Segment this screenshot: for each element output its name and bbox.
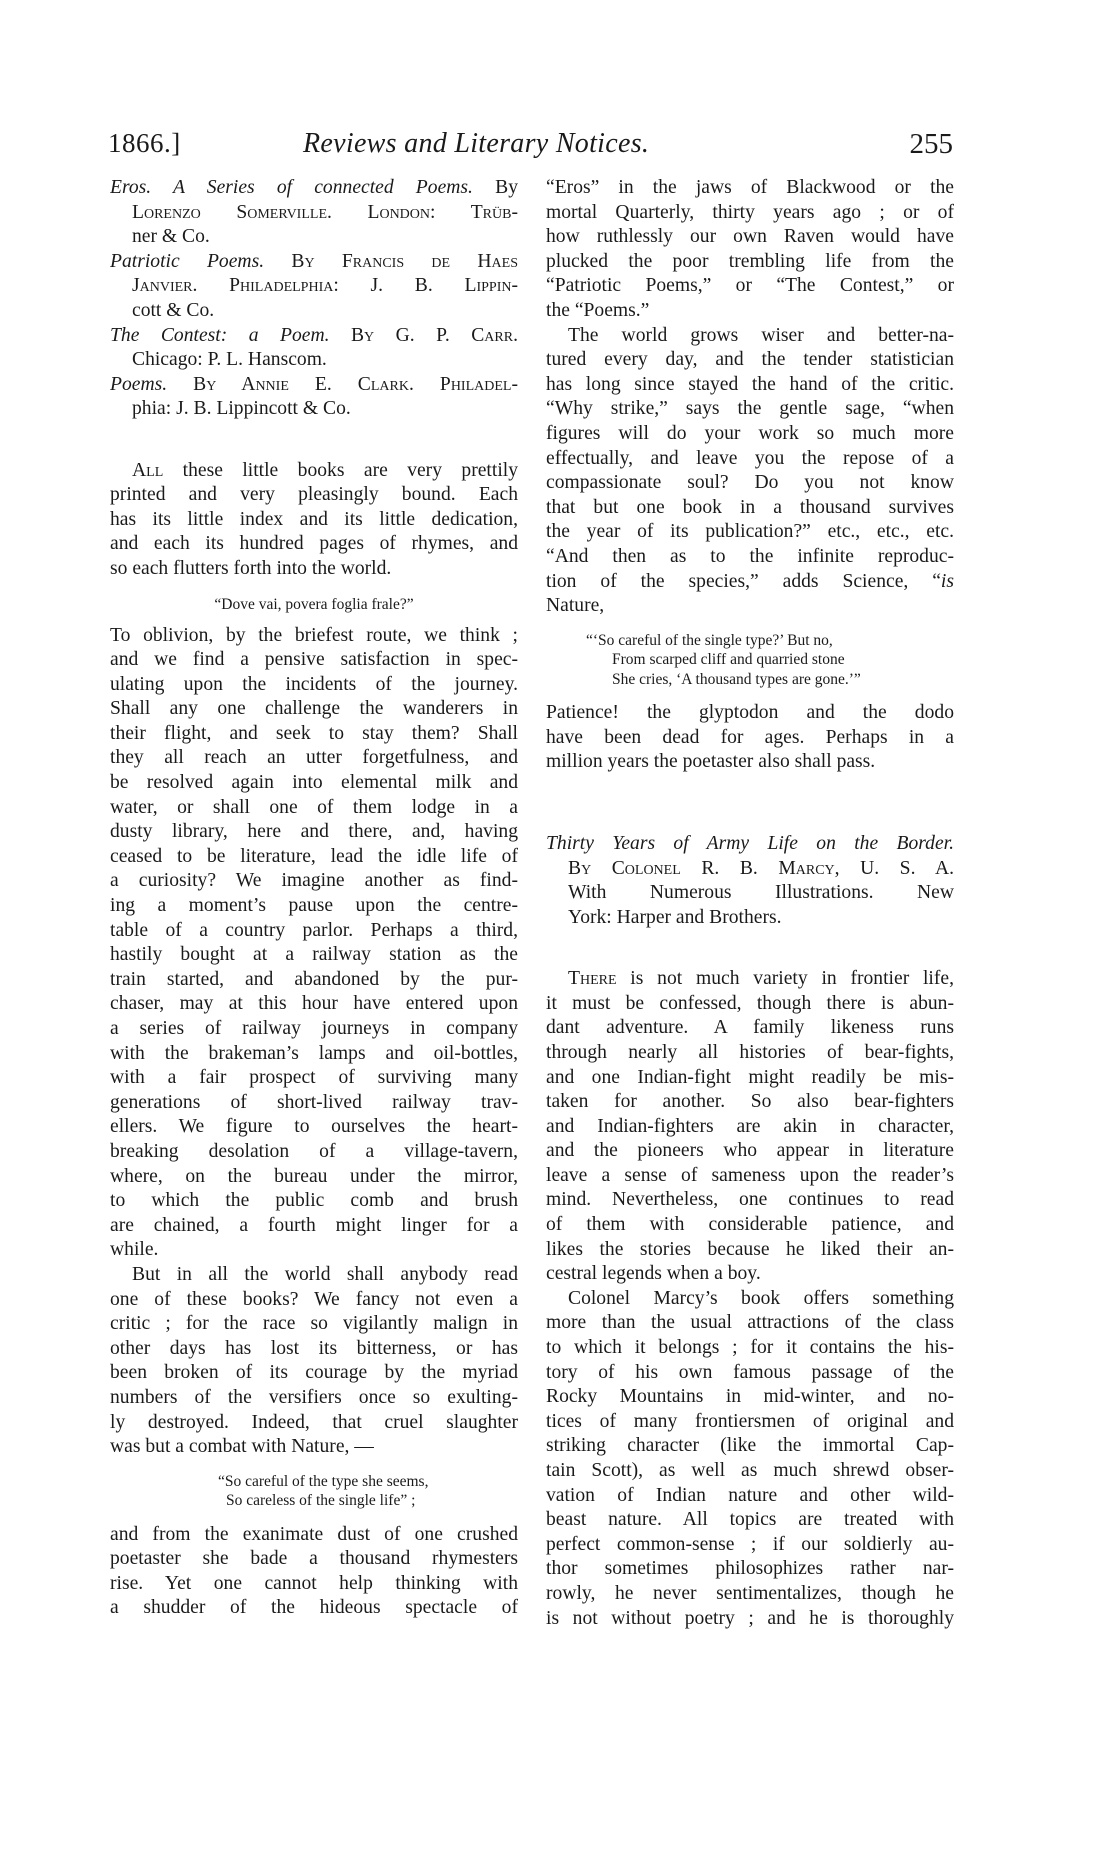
review-paragraph: Colonel Marcy’s book offers something more than the usual attractions of the class to which it belongs ; for it contains the his- tory of his own famous passage of the Rocky Mountains in mid-winter, and no- tices of many frontiersmen of original and striking character (like the immortal Cap- tain Scott), as well as much shrewd obser- vation of Indian nature and other wild- beast nature. All topics are treated with perfect common-sense ; if our soldierly au- thor sometimes philosophizes rather nar- rowly, he never sentimentalizes, though he is not without poetry ; and he is thoroughly xyxy=(546,1287,954,1629)
running-title: Reviews and Literary Notices. xyxy=(303,128,650,159)
review-paragraph: Patience! the glyptodon and the dodo have been dead for ages. Perhaps in a million years the poetaster also shall pass. xyxy=(546,702,954,773)
entry-title: Eros. A Series of connected Poems. xyxy=(110,177,473,198)
review-paragraph: “Eros” in the jaws of Blackwood or the mortal Quarterly, thirty years ago ; or of how ruthlessly our own Raven would have plucked the poor trembling life from the “Patriotic Poems,” or “The Contest,” or the “Poems.” xyxy=(546,177,954,321)
left-column xyxy=(110,176,518,1621)
review-paragraph: and from the exanimate dust of one crushed poetaster she bade a thousand rhymesters rise. Yet one cannot help thinking with a shudder of the hideous spectacle of xyxy=(110,1523,518,1619)
entry-publisher-line: phia: J. B. Lippincott & Co. xyxy=(132,398,351,420)
book-entry-the-contest: The Contest: a Poem. By G. P. Carr. Chicago: P. L. Hanscom. xyxy=(110,324,518,373)
review-paragraph: There is not much variety in frontier life, it must be confessed, though there is abun- dant adventure. A family likeness runs through nearly all histories of bear-fights, and one Indian-fight might readily be mis- taken for another. So also bear-fighters and Indian-fighters are akin in character, and the pioneers who appear in literature leave a sense of sameness upon the reader’s mind. Nevertheless, one continues to read of them with considerable patience, and likes the stories because he liked their an- cestral legends when a boy. xyxy=(546,968,954,1285)
entry-title: The Contest: a Poem. xyxy=(110,324,330,346)
epigraph: “Dove vai, povera foglia frale?” xyxy=(214,595,414,613)
verse-quote: “So careful of the type she seems, So careless of the single life” ; xyxy=(218,1472,429,1510)
page-number: 255 xyxy=(909,128,953,160)
entry-publisher-line: Chicago: P. L. Hanscom. xyxy=(132,349,327,371)
lead-word: There xyxy=(568,968,617,990)
entry-author-line: Lorenzo Somerville. London: Trüb- xyxy=(132,201,518,223)
entry-title: Thirty Years of Army Life on the Border. xyxy=(546,833,954,855)
review-paragraph: All these little books are very prettily printed and very pleasingly bound. Each has its little index and its little dedication, and each its hundred pages of rhymes, and so each flutters forth into the world. xyxy=(110,459,518,579)
book-entry-eros: Eros. A Series of connected Poems. By Lorenzo Somerville. London: Trüb- ner & Co. xyxy=(110,176,518,250)
review-paragraph: The world grows wiser and better-na- tured every day, and the tender statistician has long since stayed the hand of the critic. “Why strike,” says the gentle sage, “when figures will do your work so much more effectually, and leave you the repose of a compassionate soul? Do you not know that but one book in a thousand survives the year of its publication?” etc., etc., etc. “And then as to the infinite reproduc- tion of the species,” adds Science, “is Nature, xyxy=(546,324,954,617)
entry-title: Poems. xyxy=(110,373,168,395)
running-header xyxy=(108,128,953,164)
lead-word: All xyxy=(132,459,164,481)
entry-title: Patriotic Poems. xyxy=(110,250,265,272)
review-paragraph: But in all the world shall anybody read one of these books? We fancy not even a critic ; for the race so vigilantly malign in other days has lost its bitterness, or has been broken of its courage by the myriad numbers of the versifiers once so exulting- ly destroyed. Indeed, that cruel slaughter was but a combat with Nature, — xyxy=(110,1263,518,1458)
book-entry-thirty-years: Thirty Years of Army Life on the Border. By Colonel R. B. Marcy, U. S. A. With Numerous Illustrations. New York: Harper and Brothers. xyxy=(546,832,954,930)
entry-publisher-line: York: Harper and Brothers. xyxy=(568,906,782,928)
entry-publisher-line: cott & Co. xyxy=(132,299,215,321)
entry-publisher-line: ner & Co. xyxy=(132,226,210,248)
review-paragraph: To oblivion, by the briefest route, we think ; and we find a pensive satisfaction in spec- ulating upon the incidents of the journey. Shall any one challenge the wanderers in their flight, and seek to stay them? Shall they all reach an utter forgetfulness, and be resolved again into elemental milk and water, or shall one of them lodge in a dusty library, here and there, and, having ceased to be literature, lead the idle life of a curiosity? We imagine another as find- ing a moment’s pause upon the centre- table of a country parlor. Perhaps a third, hastily bought at a railway station as the train started, and abandoned by the pur- chaser, may at this hour have entered upon a series of railway journeys in company with the brakeman’s lamps and oil-bottles, with a fair prospect of surviving many generations of short-lived railway trav- ellers. We figure to ourselves the heart- breaking desolation of a village-tavern, where, on the bureau under the mirror, to which the public comb and brush are chained, a fourth might linger for a while. xyxy=(110,624,518,1261)
verse-quote: “‘So careful of the single type?’ But no, From scarped cliff and quarried stone She cries, ‘A thousand types are gone.’” xyxy=(586,631,861,688)
entry-author-line: By Colonel R. B. Marcy, U. S. A. xyxy=(568,857,954,879)
entry-author-line: Janvier. Philadelphia: J. B. Lippin- xyxy=(132,275,518,297)
book-entry-poems: Poems. By Annie E. Clark. Philadel- phia: J. B. Lippincott & Co. xyxy=(110,373,518,422)
header-year: 1866.] xyxy=(108,128,181,158)
book-entry-patriotic-poems: Patriotic Poems. By Francis de Haes Janvier. Philadelphia: J. B. Lippin- cott & Co. xyxy=(110,250,518,324)
right-column xyxy=(546,176,954,1631)
